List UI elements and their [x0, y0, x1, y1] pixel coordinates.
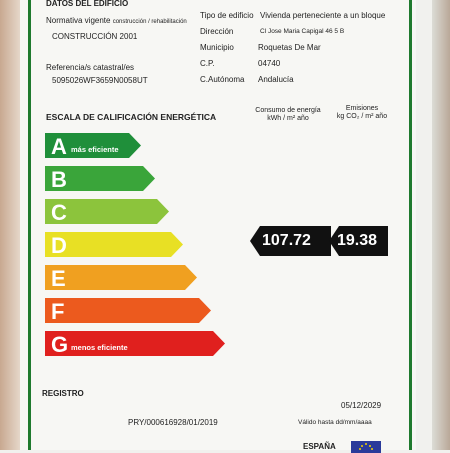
consumo-value: 107.72 [262, 232, 311, 249]
rating-bar-c [45, 199, 169, 224]
background-right [432, 0, 450, 450]
scale-title: ESCALA DE CALIFICACIÓN ENERGÉTICA [46, 112, 217, 122]
normativa-label: Normativa vigente construcción / rehabilitación [46, 16, 187, 25]
autonoma-value: Andalucía [258, 75, 294, 84]
cp-value: 04740 [258, 59, 281, 68]
referencia-value: 5095026WF3659N0058UT [52, 76, 148, 85]
rating-bar-e [45, 265, 197, 290]
rating-bar-g [45, 331, 225, 356]
emisiones-header: Emisiones kg CO₂ / m² año [336, 105, 388, 121]
rating-letter: D [51, 233, 67, 258]
rating-bar-f [45, 298, 211, 323]
direccion-value: Cl Jose Maria Capigal 46 5 B [260, 28, 345, 35]
valid-date: 05/12/2029 [341, 401, 382, 410]
rating-description: menos eficiente [71, 343, 128, 352]
consumo-indicator [250, 226, 331, 256]
rating-letter: B [51, 167, 67, 192]
eu-flag-icon [351, 441, 381, 453]
direccion-label: Dirección [200, 27, 234, 36]
background-left [0, 0, 22, 450]
municipio-label: Municipio [200, 43, 234, 52]
country-label: ESPAÑA [303, 442, 336, 451]
registro-number: PRY/000616928/01/2019 [128, 418, 218, 427]
tipo-label: Tipo de edificio [200, 11, 254, 20]
emisiones-indicator [329, 226, 388, 256]
rating-bar-d [45, 232, 183, 257]
municipio-value: Roquetas De Mar [258, 43, 321, 52]
tipo-value: Vivienda perteneciente a un bloque [260, 11, 386, 20]
rating-letter: C [51, 200, 67, 225]
rating-description: más eficiente [71, 145, 119, 154]
normativa-value: CONSTRUCCIÓN 2001 [52, 32, 138, 41]
section-title: DATOS DEL EDIFICIO [46, 0, 129, 8]
consumo-header: Consumo de energía kWh / m² año [255, 107, 321, 123]
registro-label: REGISTRO [42, 389, 84, 398]
emisiones-value: 19.38 [337, 232, 378, 249]
referencia-label: Referencia/s catastral/es [46, 63, 135, 72]
rating-bar-b [45, 166, 155, 191]
cp-label: C.P. [200, 59, 215, 68]
rating-letter: A [51, 134, 67, 159]
rating-bar-a [45, 133, 141, 158]
rating-letter: G [51, 332, 69, 357]
rating-letter: E [51, 266, 66, 291]
rating-letter: F [51, 299, 65, 324]
autonoma-label: C.Autónoma [200, 75, 245, 84]
valid-until-label: Válido hasta dd/mm/aaaa [298, 419, 372, 426]
